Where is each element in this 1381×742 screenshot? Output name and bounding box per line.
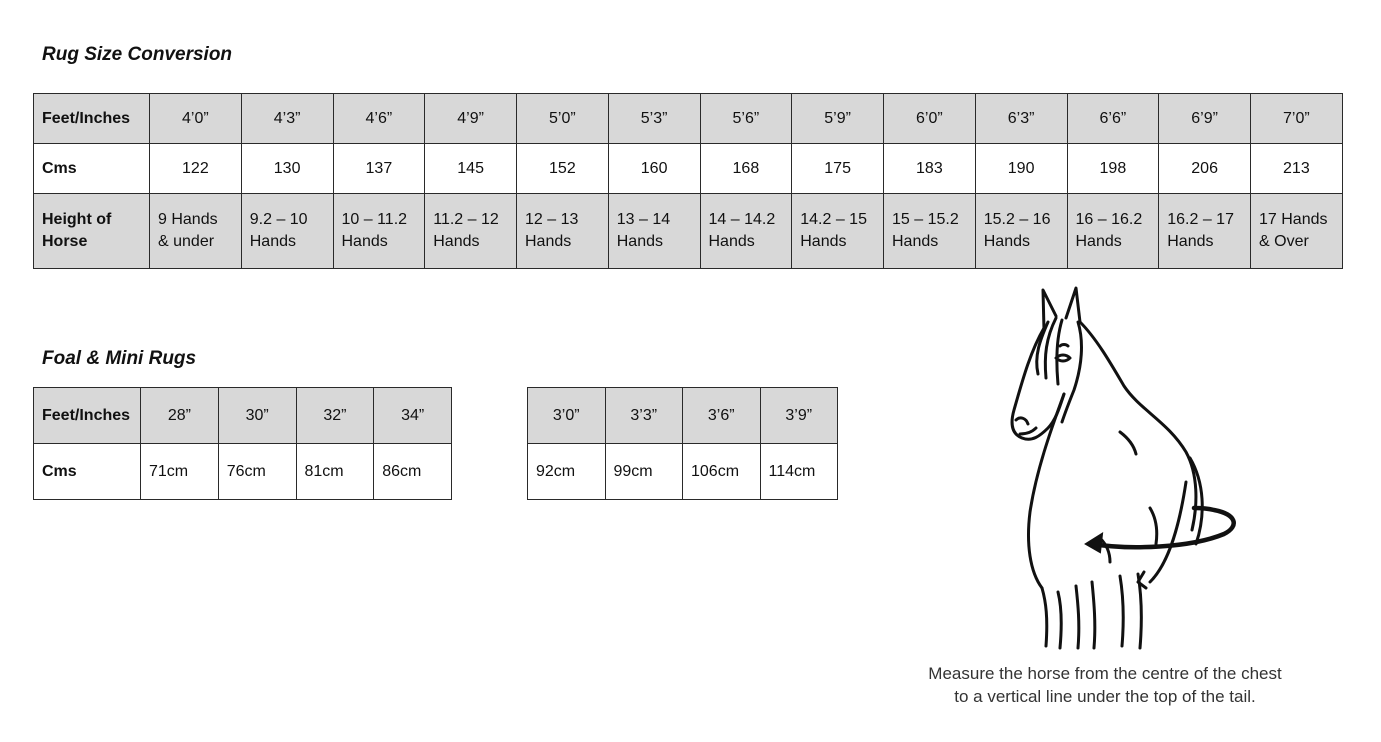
- row-header-height-of-horse: Height of Horse: [34, 194, 150, 269]
- size-cell: 6’3”: [975, 94, 1067, 144]
- size-cell: 6’9”: [1159, 94, 1251, 144]
- size-cell: 6’6”: [1067, 94, 1159, 144]
- table-row-height-of-horse: [34, 194, 1343, 269]
- cms-cell: 160: [608, 144, 700, 194]
- row-header-cms: Cms: [34, 144, 150, 194]
- height-cell: 9.2 – 10 Hands: [241, 194, 333, 269]
- height-cell: 17 Hands & Over: [1251, 194, 1343, 269]
- size-cell: 5’3”: [608, 94, 700, 144]
- cms-cell: 190: [975, 144, 1067, 194]
- cms-cell: 145: [425, 144, 517, 194]
- size-cell: 4’6”: [333, 94, 425, 144]
- cms-cell: 106cm: [683, 444, 761, 500]
- size-cell: 7’0”: [1251, 94, 1343, 144]
- size-cell: 3’9”: [760, 388, 838, 444]
- cms-cell: 86cm: [374, 444, 452, 500]
- height-cell: 15.2 – 16 Hands: [975, 194, 1067, 269]
- cms-cell: 137: [333, 144, 425, 194]
- size-cell: 3’3”: [605, 388, 683, 444]
- cms-cell: 71cm: [141, 444, 219, 500]
- table-row-feet-inches: [34, 94, 1343, 144]
- size-cell: 4’0”: [150, 94, 242, 144]
- size-cell: 30”: [218, 388, 296, 444]
- size-cell: 32”: [296, 388, 374, 444]
- table-row-cms: [34, 444, 452, 500]
- table-row-cms: [34, 144, 1343, 194]
- cms-cell: 206: [1159, 144, 1251, 194]
- height-cell: 16 – 16.2 Hands: [1067, 194, 1159, 269]
- height-cell: 10 – 11.2 Hands: [333, 194, 425, 269]
- cms-cell: 122: [150, 144, 242, 194]
- rug-size-conversion-table: [33, 93, 1343, 269]
- cms-cell: 99cm: [605, 444, 683, 500]
- caption-line-2: to a vertical line under the top of the tail.: [954, 687, 1256, 706]
- cms-cell: 175: [792, 144, 884, 194]
- height-cell: 11.2 – 12 Hands: [425, 194, 517, 269]
- horse-measuring-icon: [1000, 282, 1240, 657]
- rug-size-conversion-title: Rug Size Conversion: [42, 44, 233, 65]
- cms-cell: 152: [517, 144, 609, 194]
- row-header-cms: Cms: [34, 444, 141, 500]
- foal-mini-rugs-title: Foal & Mini Rugs: [42, 348, 197, 369]
- size-cell: 4’9”: [425, 94, 517, 144]
- table-row-feet-inches: [528, 388, 838, 444]
- height-cell: 14 – 14.2 Hands: [700, 194, 792, 269]
- row-header-feet-inches: Feet/Inches: [34, 94, 150, 144]
- caption-line-1: Measure the horse from the centre of the chest: [928, 664, 1282, 683]
- mini-rug-size-table: [527, 387, 838, 500]
- size-cell: 34”: [374, 388, 452, 444]
- height-cell: 15 – 15.2 Hands: [884, 194, 976, 269]
- height-cell: 13 – 14 Hands: [608, 194, 700, 269]
- foal-rug-size-table: [33, 387, 452, 500]
- size-cell: 28”: [141, 388, 219, 444]
- cms-cell: 92cm: [528, 444, 606, 500]
- height-cell: 9 Hands & under: [150, 194, 242, 269]
- size-cell: 3’0”: [528, 388, 606, 444]
- cms-cell: 130: [241, 144, 333, 194]
- cms-cell: 213: [1251, 144, 1343, 194]
- size-cell: 6’0”: [884, 94, 976, 144]
- size-cell: 5’6”: [700, 94, 792, 144]
- size-cell: 4’3”: [241, 94, 333, 144]
- table-row-cms: [528, 444, 838, 500]
- size-cell: 3’6”: [683, 388, 761, 444]
- cms-cell: 168: [700, 144, 792, 194]
- cms-cell: 114cm: [760, 444, 838, 500]
- height-cell: 16.2 – 17 Hands: [1159, 194, 1251, 269]
- cms-cell: 183: [884, 144, 976, 194]
- table-row-feet-inches: [34, 388, 452, 444]
- size-cell: 5’0”: [517, 94, 609, 144]
- row-header-feet-inches: Feet/Inches: [34, 388, 141, 444]
- cms-cell: 81cm: [296, 444, 374, 500]
- cms-cell: 76cm: [218, 444, 296, 500]
- cms-cell: 198: [1067, 144, 1159, 194]
- height-cell: 14.2 – 15 Hands: [792, 194, 884, 269]
- size-cell: 5’9”: [792, 94, 884, 144]
- height-cell: 12 – 13 Hands: [517, 194, 609, 269]
- measurement-caption: [895, 662, 1315, 708]
